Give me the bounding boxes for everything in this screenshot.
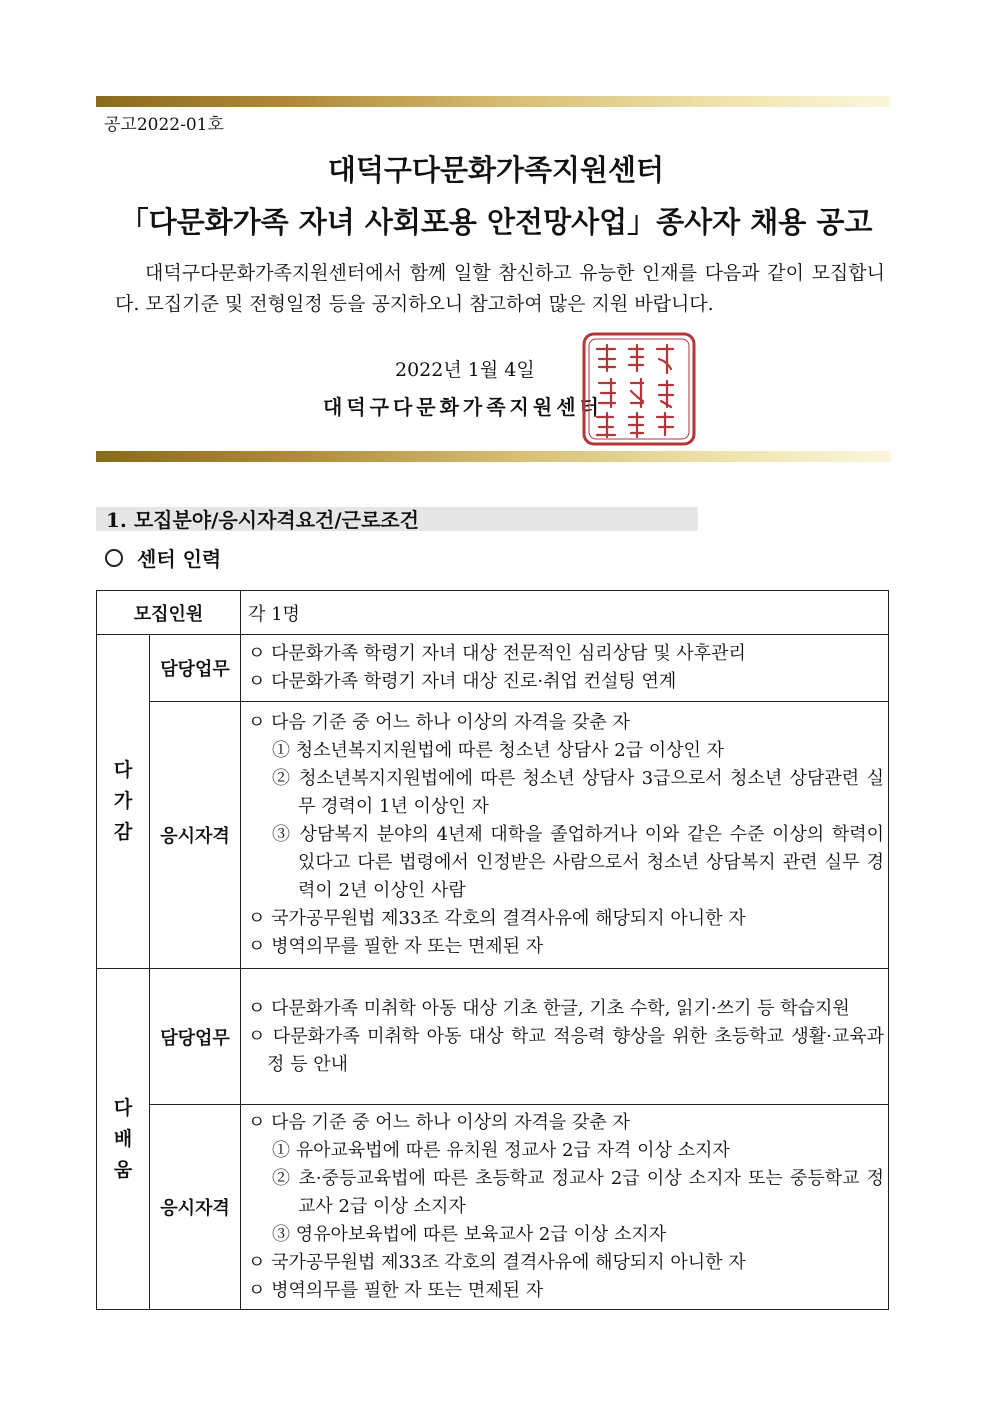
qualification-label: 응시자격	[150, 1105, 241, 1310]
group-name-dabaeum	[97, 969, 150, 1310]
duty-item: ㅇ 다문화가족 미취학 아동 대상 기초 한글, 기초 수학, 읽기·쓰기 등 학습지원	[248, 997, 850, 1019]
subheading	[105, 543, 221, 572]
qualification-item: ② 초·중등교육법에 따른 초등학교 정교사 2급 이상 소지자 또는 중등학교 정교사 2급 이상 소지자	[272, 1168, 884, 1217]
qualification-extra: ㅇ 국가공무원법 제33조 각호의 결격사유에 해당되지 아니한 자	[248, 1252, 746, 1273]
notice-number: 공고2022-01호	[104, 115, 224, 135]
qualification-intro: ㅇ 다음 기준 중 어느 하나 이상의 자격을 갖춘 자	[248, 712, 630, 733]
duties-label: 담당업무	[150, 635, 241, 702]
qualification-row	[97, 1105, 889, 1310]
qualification-intro: ㅇ 다음 기준 중 어느 하나 이상의 자격을 갖춘 자	[248, 1112, 630, 1133]
organization-name: 대덕구다문화가족지원센터	[323, 395, 603, 419]
top-gold-bar	[96, 96, 891, 107]
subheading-text: 센터 인력	[137, 547, 222, 571]
duty-item: ㅇ 다문화가족 미취학 아동 대상 학교 적응력 향상을 위한 초등학교 생활·교육과정 등 안내	[248, 1025, 884, 1075]
qualification-label: 응시자격	[150, 702, 241, 969]
circle-bullet-icon	[105, 549, 123, 567]
recruit-row	[97, 591, 889, 635]
qualification-item: ① 유아교육법에 따른 유치원 정교사 2급 자격 이상 소지자	[272, 1140, 730, 1161]
group-name-dagagam-text: 다가감	[113, 759, 133, 843]
duties-cell	[241, 635, 889, 702]
qualification-extra: ㅇ 병역의무를 필한 자 또는 면제된 자	[248, 936, 544, 957]
group-name-dagagam	[97, 635, 150, 969]
recruit-value: 각 1명	[241, 591, 889, 635]
duty-item: ㅇ 다문화가족 학령기 자녀 대상 전문적인 심리상담 및 사후관리	[248, 643, 746, 664]
official-seal-stamp	[581, 331, 697, 447]
group-row	[97, 969, 889, 1105]
qualification-item: ② 청소년복지지원법에에 따른 청소년 상담사 3급으로서 청소년 상담관련 실무 경력이 1년 이상인 자	[272, 768, 884, 817]
group-name-dabaeum-text: 다배움	[113, 1096, 133, 1181]
duties-cell	[241, 969, 889, 1105]
qualification-cell	[241, 702, 889, 969]
qualification-extra: ㅇ 국가공무원법 제33조 각호의 결격사유에 해당되지 아니한 자	[248, 908, 746, 929]
title-line-1: 대덕구다문화가족지원센터	[327, 153, 665, 187]
qualification-item: ① 청소년복지지원법에 따른 청소년 상담사 2급 이상인 자	[272, 740, 725, 761]
group-row	[97, 635, 889, 702]
recruitment-table	[96, 590, 889, 1310]
duties-label: 담당업무	[150, 969, 241, 1105]
intro-paragraph: 대덕구다문화가족지원센터에서 함께 일할 참신하고 유능한 인재를 다음과 같이 모집합니다. 모집기준 및 전형일정 등을 공지하오니 참고하여 많은 지원 바랍니다.	[115, 262, 885, 315]
bottom-gold-bar	[96, 451, 891, 462]
qualification-item: ③ 상담복지 분야의 4년제 대학을 졸업하거나 이와 같은 수준 이상의 학력이 있다고 다른 법령에서 인정받은 사람으로서 청소년 상담복지 관련 실무 경력이 2년 이상인 사람	[272, 824, 884, 901]
title-line-2: 「다문화가족 자녀 사회포용 안전망사업」종사자 채용 공고	[119, 205, 873, 239]
duty-item: ㅇ 다문화가족 학령기 자녀 대상 진로·취업 컨설팅 연계	[248, 671, 677, 692]
notice-date: 2022년 1월 4일	[395, 359, 535, 381]
section-heading: 1. 모집분야/응시자격요건/근로조건	[96, 507, 698, 531]
recruit-label: 모집인원	[97, 591, 241, 635]
qualification-cell	[241, 1105, 889, 1310]
qualification-item: ③ 영유아보육법에 따른 보육교사 2급 이상 소지자	[272, 1224, 667, 1245]
qualification-extra: ㅇ 병역의무를 필한 자 또는 면제된 자	[248, 1280, 544, 1301]
qualification-row	[97, 702, 889, 969]
